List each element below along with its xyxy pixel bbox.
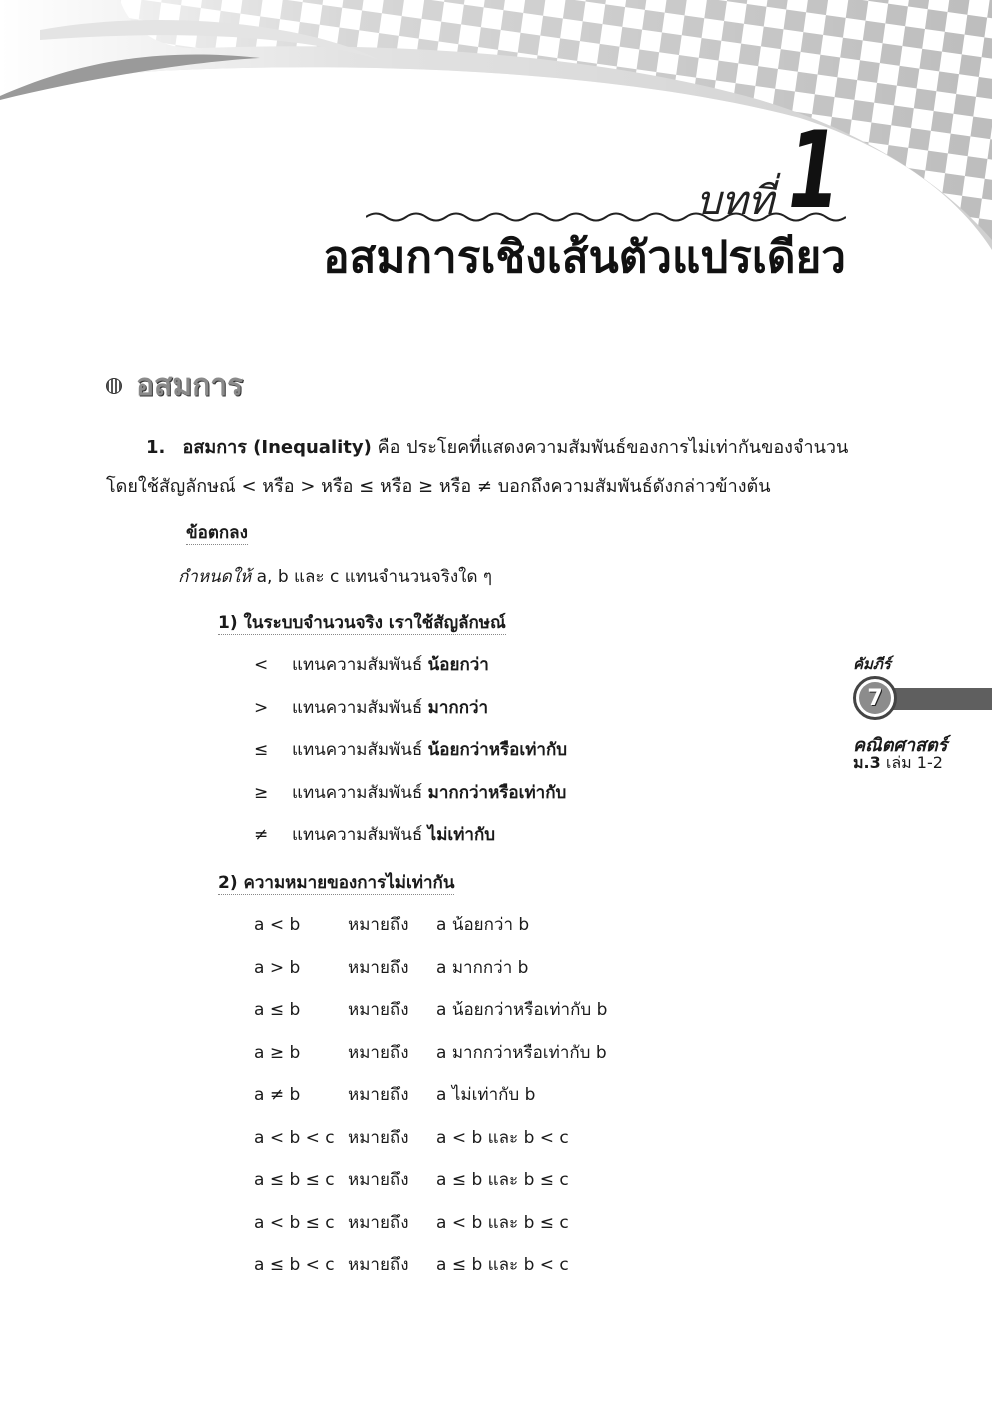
means-label: หมายถึง (348, 1042, 409, 1063)
meaning-result: a < b และ b < c (436, 1127, 569, 1148)
agreement-given (178, 563, 492, 590)
definition-row (254, 911, 529, 938)
meaning-result: a ≤ b และ b < c (436, 1255, 569, 1275)
agreement-heading-text: ข้อตกลง (186, 523, 248, 543)
part2-heading-text: 2) ความหมายของการไม่เท่ากัน (218, 873, 455, 893)
expression: a ≤ b ≤ c (254, 1170, 335, 1190)
meaning-result: a น้อยกว่าหรือเท่ากับ b (436, 1000, 608, 1020)
striped-bullet-icon (106, 378, 122, 394)
definition-row (254, 1209, 569, 1236)
symbol-row (254, 694, 488, 721)
symbol-row (254, 779, 566, 806)
meaning-result: a ไม่เท่ากับ b (436, 1085, 536, 1105)
symbol-row (254, 821, 495, 848)
definition-row (254, 1081, 535, 1108)
expression: a ≠ b (254, 1085, 301, 1105)
symbol-row (254, 736, 567, 763)
means-label: หมายถึง (348, 1255, 409, 1275)
symbol: ≥ (254, 782, 269, 803)
chapter-label: บทที่ (695, 178, 774, 224)
expression: a < b ≤ c (254, 1212, 335, 1233)
symbol-meaning: น้อยกว่าหรือเท่ากับ (427, 740, 568, 760)
sidebar-level (853, 751, 943, 776)
part2-heading (218, 869, 454, 896)
means-label: หมายถึง (348, 1170, 409, 1190)
sidebar-number-badge (853, 676, 897, 720)
means-label: หมายถึง (348, 957, 409, 978)
definition-row (254, 1166, 569, 1193)
meaning-result: a น้อยกว่า b (436, 915, 530, 935)
part1-heading-text: 1) ในระบบจำนวนจริง เราใช้สัญลักษณ์ (218, 613, 506, 633)
chapter-title: อสมการเชิงเส้นตัวแปรเดียว (323, 232, 846, 283)
definition-row (254, 1039, 607, 1066)
symbol-text: แทนความสัมพันธ์ (292, 655, 423, 675)
section-title: อสมการ (136, 368, 244, 403)
meaning-result: a มากกว่า b (436, 957, 529, 978)
symbol-text: แทนความสัมพันธ์ (292, 697, 423, 718)
symbol-text: แทนความสัมพันธ์ (292, 825, 423, 845)
intro-term: อสมการ (Inequality) (182, 437, 372, 458)
expression: a < b (254, 915, 301, 935)
symbol-meaning: มากกว่า (427, 697, 489, 718)
means-label: หมายถึง (348, 1085, 409, 1105)
sidebar-level-suffix: เล่ม 1-2 (885, 753, 943, 772)
means-label: หมายถึง (348, 1212, 409, 1233)
expression: a ≤ b < c (254, 1255, 335, 1275)
definition-row (254, 954, 528, 981)
section-heading (106, 362, 243, 409)
intro-line-2: โดยใช้สัญลักษณ์ < หรือ > หรือ ≤ หรือ ≥ หรือ ≠ บอกถึงความสัมพันธ์ดังกล่าวข้างต้น (106, 476, 771, 497)
meaning-result: a < b และ b ≤ c (436, 1212, 569, 1233)
meaning-result: a มากกว่าหรือเท่ากับ b (436, 1042, 607, 1063)
symbol: ≠ (254, 825, 269, 845)
expression: a ≥ b (254, 1042, 301, 1063)
meaning-result: a ≤ b และ b ≤ c (436, 1170, 569, 1190)
definition-row (254, 996, 607, 1023)
intro-line-1 (146, 432, 848, 461)
symbol-text: แทนความสัมพันธ์ (292, 740, 423, 760)
expression: a > b (254, 957, 301, 978)
expression: a < b < c (254, 1127, 335, 1148)
given-label: กำหนดให้ (178, 567, 252, 587)
given-rest: a, b และ c แทนจำนวนจริงใด ๆ (256, 567, 493, 587)
sidebar-number: 7 (859, 682, 891, 714)
means-label: หมายถึง (348, 1000, 409, 1020)
symbol-meaning: ไม่เท่ากับ (427, 825, 496, 845)
symbol-meaning: น้อยกว่า (427, 655, 489, 675)
symbol-meaning: มากกว่าหรือเท่ากับ (427, 782, 567, 803)
intro-text-1: คือ ประโยคที่แสดงความสัมพันธ์ของการไม่เท่ากันของจำนวน (377, 437, 849, 458)
means-label: หมายถึง (348, 1127, 409, 1148)
intro-number: 1. (146, 437, 166, 458)
symbol: < (254, 655, 269, 675)
chapter-number: 1 (788, 109, 840, 232)
symbol-row (254, 651, 489, 678)
symbol-text: แทนความสัมพันธ์ (292, 782, 423, 803)
expression: a ≤ b (254, 1000, 301, 1020)
sidebar-level-prefix: ม.3 (853, 753, 881, 772)
symbol: ≤ (254, 740, 269, 760)
symbol: > (254, 697, 269, 718)
agreement-heading (186, 519, 248, 546)
definition-row (254, 1251, 569, 1278)
means-label: หมายถึง (348, 915, 409, 935)
sidebar-label: คัมภีร์ (853, 655, 891, 673)
part1-heading (218, 609, 506, 636)
definition-row (254, 1124, 569, 1151)
sidebar-subject: คณิตศาสตร์ (853, 735, 948, 756)
